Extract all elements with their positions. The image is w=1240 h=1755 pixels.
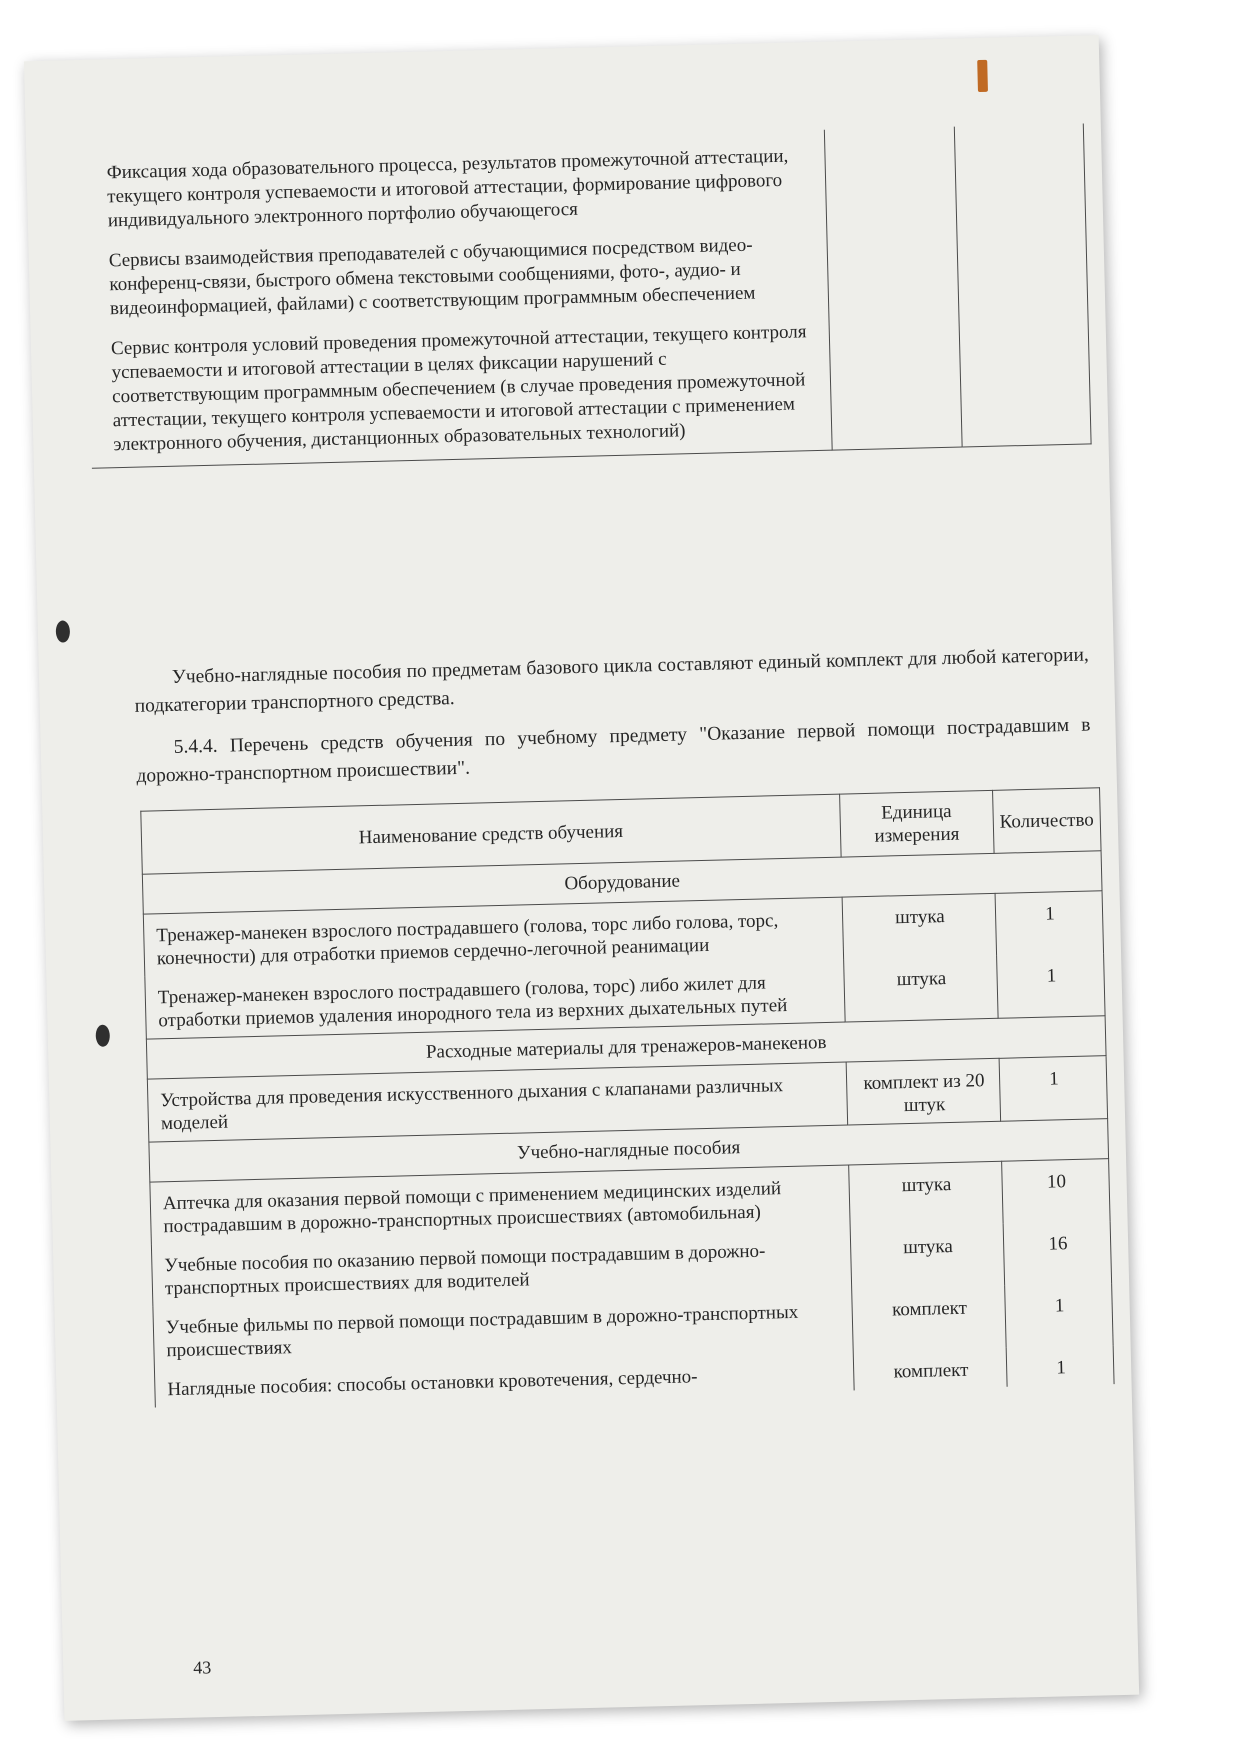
- punch-hole: [96, 1025, 111, 1047]
- item-qty: 1: [995, 891, 1104, 956]
- header-name: Наименование средств обучения: [141, 794, 841, 874]
- header-qty: Количество: [992, 788, 1101, 854]
- list-item: Сервисы взаимодействия преподавателей с обучающимися посредством видео-конференц-связи, быстрого обмена текстовыми сообщениями, фото-, аудио- и видеоинформацией, файлами) с соответствующим программным обеспечением: [108, 234, 756, 320]
- item-qty: 10: [1001, 1159, 1110, 1224]
- list-item: Сервис контроля условий проведения промежуточной аттестации, текущего контроля успеваемости и итоговой аттестации в целях фиксации нарушений с соответствующим программным обеспечением (в случае проведения промежуточной аттестации, текущего контроля успеваемости и итоговой аттестации с применением электронного обучения, дистанционных образовательных технологий): [110, 321, 807, 456]
- item-name: Наглядные пособия: способы остановки кровотечения, сердечно-: [154, 1351, 854, 1407]
- item-unit: комплект: [853, 1348, 1007, 1391]
- page-number: 43: [192, 1657, 212, 1678]
- item-qty: 1: [1006, 1345, 1114, 1387]
- item-unit: штука: [850, 1224, 1004, 1290]
- items-cell: [84, 130, 832, 468]
- section-title: Расходные материалы для тренажеров-манекенов: [146, 1016, 1106, 1079]
- item-name: Тренажер-манекен взрослого пострадавшего (голова, торс либо голова, торс, конечности) для отработки приемов сердечно-легочной реанимации: [143, 897, 843, 977]
- first-aid-equipment-table: [140, 787, 1114, 1407]
- document-page: [24, 35, 1139, 1721]
- item-qty: 16: [1003, 1221, 1112, 1286]
- item-name: Аптечка для оказания первой помощи с применением медицинских изделий пострадавшим в дорожно-транспортных происшествиях (автомобильная): [150, 1165, 850, 1245]
- item-unit: штука: [848, 1161, 1002, 1227]
- item-unit: штука: [842, 893, 996, 959]
- item-unit: комплект: [852, 1286, 1006, 1352]
- item-name: Учебные пособия по оказанию первой помощи пострадавшим в дорожно-транспортных происшествиях для водителей: [151, 1227, 851, 1306]
- qty-cell: [954, 123, 1091, 447]
- list-item: Фиксация хода образовательного процесса, результатов промежуточной аттестации, текущего контроля успеваемости и итоговой аттестации, формирование цифрового индивидуального электронного портфолио обучающегося: [106, 145, 789, 232]
- section-title: Учебно-наглядные пособия: [149, 1119, 1109, 1182]
- unit-cell: [824, 127, 961, 451]
- section-heading: 5.4.4. Перечень средств обучения по учебному предмету "Оказание первой помощи пострадавшим в дорожно-транспортном происшествии".: [136, 714, 1091, 787]
- item-qty: 1: [999, 1056, 1108, 1122]
- equipment-table-continued: [84, 123, 1092, 468]
- item-name: Устройства для проведения искусственного дыхания с клапанами различных моделей: [147, 1062, 847, 1142]
- item-unit: комплект из 20 штук: [846, 1058, 1000, 1125]
- item-qty: 1: [996, 953, 1105, 1018]
- item-name: Тренажер-манекен взрослого пострадавшего (голова, торс) либо жилет для отработки приемов удаления инородного тела из верхних дыхательных путей: [145, 960, 845, 1040]
- item-qty: 1: [1004, 1283, 1113, 1348]
- paragraph: Учебно-наглядные пособия по предметам базового цикла составляют единый комплект для любой категории, подкатегории транспортного средства.: [134, 644, 1090, 717]
- item-name: Учебные фильмы по первой помощи пострадавшим в дорожно-транспортных происшествиях: [153, 1289, 853, 1368]
- item-unit: штука: [843, 956, 997, 1022]
- header-unit: Единица измерения: [839, 790, 993, 857]
- table-row: [84, 123, 1091, 468]
- section-title: Оборудование: [142, 851, 1102, 914]
- binder-tab: [977, 60, 988, 92]
- punch-hole: [56, 620, 71, 642]
